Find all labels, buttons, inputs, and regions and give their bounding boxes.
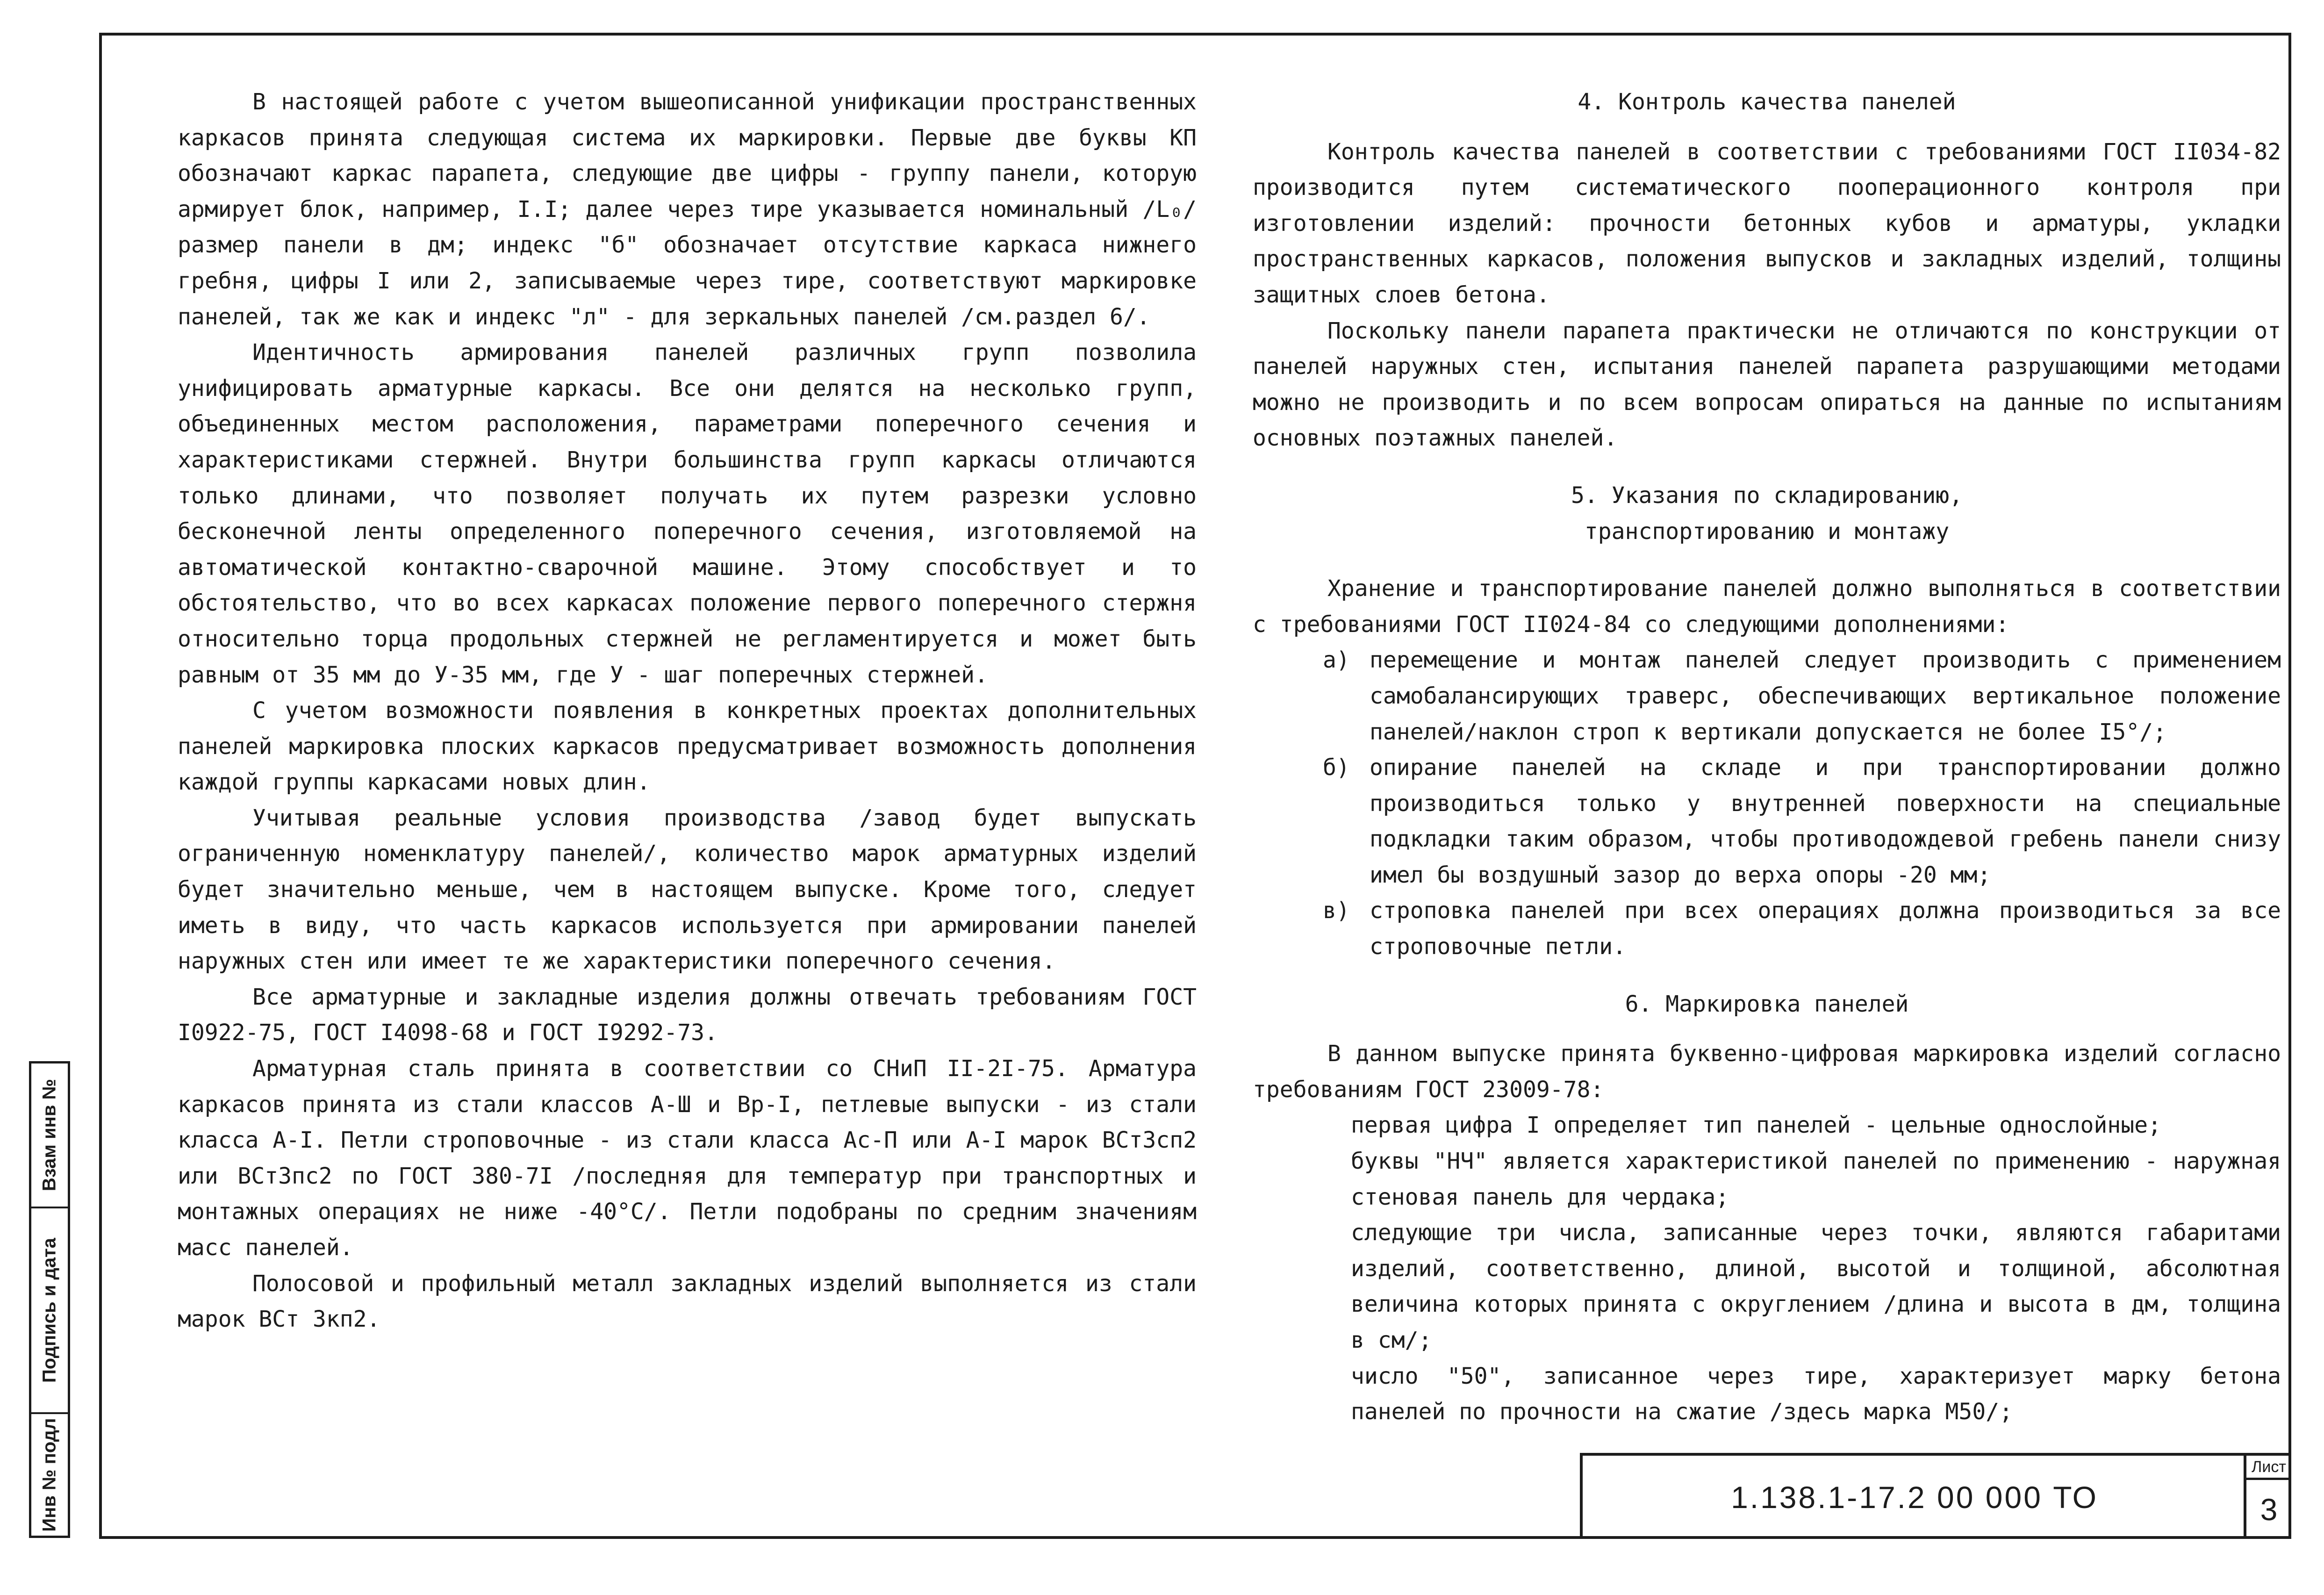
section-4-paragraph-1: Контроль качества панелей в соответствии с требованиями ГОСТ II034-82 производится путем систематического пооперационного контроля при изготовлении изделий: прочности бетонных кубов и арматуры, укладки пространственных каркасов, положения выпусков и закладных изделий, толщины защитных слоев бетона. (1253, 138, 2281, 308)
stamp-text: Взам инв № (39, 1078, 60, 1192)
section-5-list (1253, 642, 2281, 964)
paragraph-requirements: Все арматурные и закладные изделия должны отвечать требованиям ГОСТ I0922-75, ГОСТ I4098-68 и ГОСТ I9292-73. (178, 984, 1197, 1046)
section-6-line-1: первая цифра I определяет тип панелей - цельные однослойные; (1351, 1112, 2161, 1139)
paragraph-steel: Арматурная сталь принята в соответствии со СНиП II-2I-75. Арматура каркасов принята из стали классов А-Ш и Вр-I, петлевые выпуски - из стали класса А-I. Петли строповочные - из стали класса Ас-П или А-I марок ВСт3сп2 или ВСт3пс2 по ГОСТ 380-7I /последняя для температур при транспортных и монтажных операциях не ниже -40°С/. Петли подобраны по средним значениям масс панелей. (178, 1056, 1197, 1261)
stamp-text: Подпись и дата (39, 1238, 60, 1383)
paragraph-marking-system: В настоящей работе с учетом вышеописанной унификации пространственных каркасов принята следующая система их маркировки. Первые две буквы КП обозначают каркас парапета, следующие две цифры - группу панели, которую армирует блок, например, I.I; далее через тире указывается номинальный /L₀/размер панели в дм; индекс "б" обозначает отсутствие каркаса нижнего гребня, цифры I или 2, записываемые через тире, соответствуют маркировке панелей, так же как и индекс "л" - для зеркальных панелей /см.раздел 6/. (178, 89, 1197, 330)
document-code: 1.138.1-17.2 00 000 ТО (1731, 1480, 2098, 1515)
list-marker: а) (1323, 647, 1350, 674)
section-6-line-2: буквы "НЧ" является характеристикой панелей по применению - наружная стеновая панель для чердака; (1351, 1148, 2281, 1210)
list-marker: б) (1323, 754, 1350, 781)
list-item-text: опирание панелей на складе и при транспортировании должно производиться только у внутренней поверхности на специальные подкладки таким образом, чтобы противодождевой гребень панели снизу имел бы воздушный зазор до верха опоры -20 мм; (1370, 754, 2281, 888)
paragraph-unification: Идентичность армирования панелей различных групп позволила унифицировать арматурные каркасы. Все они делятся на несколько групп, объединенных местом расположения, параметрами поперечного сечения и характеристиками стержней. Внутри большинства групп каркасы отличаются только длинами, что позволяет получать их путем разрезки условно бесконечной ленты определенного поперечного сечения, изготовляемой на автоматической контактно-сварочной машине. Этому способствует и то обстоятельство, что во всех каркасах положение первого поперечного стержня относительно торца продольных стержней не регламентируется и может быть равным от 35 мм до У-35 мм, где У - шаг поперечных стержней. (178, 339, 1197, 688)
section-6-title: 6. Маркировка панелей (1625, 991, 1909, 1017)
section-6-line-3: следующие три числа, записанные через точки, являются габаритами изделий, соответственно, длиной, высотой и толщиной, абсолютная величина которых принята с округлением /длина и высота в дм, толщина в см/; (1351, 1220, 2281, 1353)
section-5-title-line-1: 5. Указания по складированию, (1571, 482, 1963, 509)
section-5-intro: Хранение и транспортирование панелей должно выполняться в соответствии с требованиями ГОСТ II024-84 со следующими дополнениями: (1253, 575, 2281, 638)
section-6-intro: В данном выпуске принята буквенно-цифровая маркировка изделий согласно требованиям ГОСТ 23009-78: (1253, 1041, 2281, 1103)
stamp-cell-inventory (31, 1414, 68, 1536)
title-block (1580, 1453, 2291, 1539)
section-4-paragraph-2: Поскольку панели парапета практически не отличаются по конструкции от панелей наружных стен, испытания панелей парапета разрушающими методами можно не производить и по всем вопросам опираться на данные по испытаниям основных поэтажных панелей. (1253, 317, 2281, 452)
list-item-text: строповка панелей при всех операциях должна производиться за все строповочные петли. (1370, 898, 2281, 960)
section-5-title-line-2: транспортированию и монтажу (1584, 518, 1950, 545)
sheet-number: 3 (2260, 1492, 2278, 1527)
stamp-text: Инв № подл (39, 1418, 60, 1532)
paragraph-production: Учитывая реальные условия производства /завод будет выпускать ограниченную номенклатуру панелей/, количество марок арматурных изделий будет значительно меньше, чем в настоящем выпуске. Кроме того, следует иметь в виду, что часть каркасов используется при армировании панелей наружных стен или имеет те же характеристики поперечного сечения. (178, 805, 1197, 975)
paragraph-new-lengths: С учетом возможности появления в конкретных проектах дополнительных панелей маркировка плоских каркасов предусматривает возможность дополнения каждой группы каркасами новых длин. (178, 697, 1197, 796)
right-column (1253, 84, 2281, 1430)
list-marker: в) (1323, 898, 1350, 924)
section-6-line-4: число "50", записанное через тире, характеризует марку бетона панелей по прочности на сжатие /здесь марка М50/; (1351, 1363, 2281, 1425)
stamp-cell-signature (31, 1208, 68, 1414)
list-item (1253, 750, 2281, 893)
paragraph-metal: Полосовой и профильный металл закладных изделий выполняется из стали марок ВСт 3кп2. (178, 1270, 1197, 1333)
left-column (178, 84, 1197, 1337)
sheet-box (2244, 1456, 2291, 1539)
sheet-label: Лист (2246, 1456, 2291, 1480)
list-item (1253, 642, 2281, 750)
section-4-title: 4. Контроль качества панелей (1578, 89, 1956, 115)
stamp-cell-replacement (31, 1063, 68, 1208)
list-item (1253, 893, 2281, 964)
list-item-text: перемещение и монтаж панелей следует производить с применением самобалансирующих траверс, обеспечивающих вертикальное положение панелей/наклон строп к вертикали допускается не более I5°/; (1370, 647, 2281, 745)
side-stamp (29, 1061, 70, 1538)
